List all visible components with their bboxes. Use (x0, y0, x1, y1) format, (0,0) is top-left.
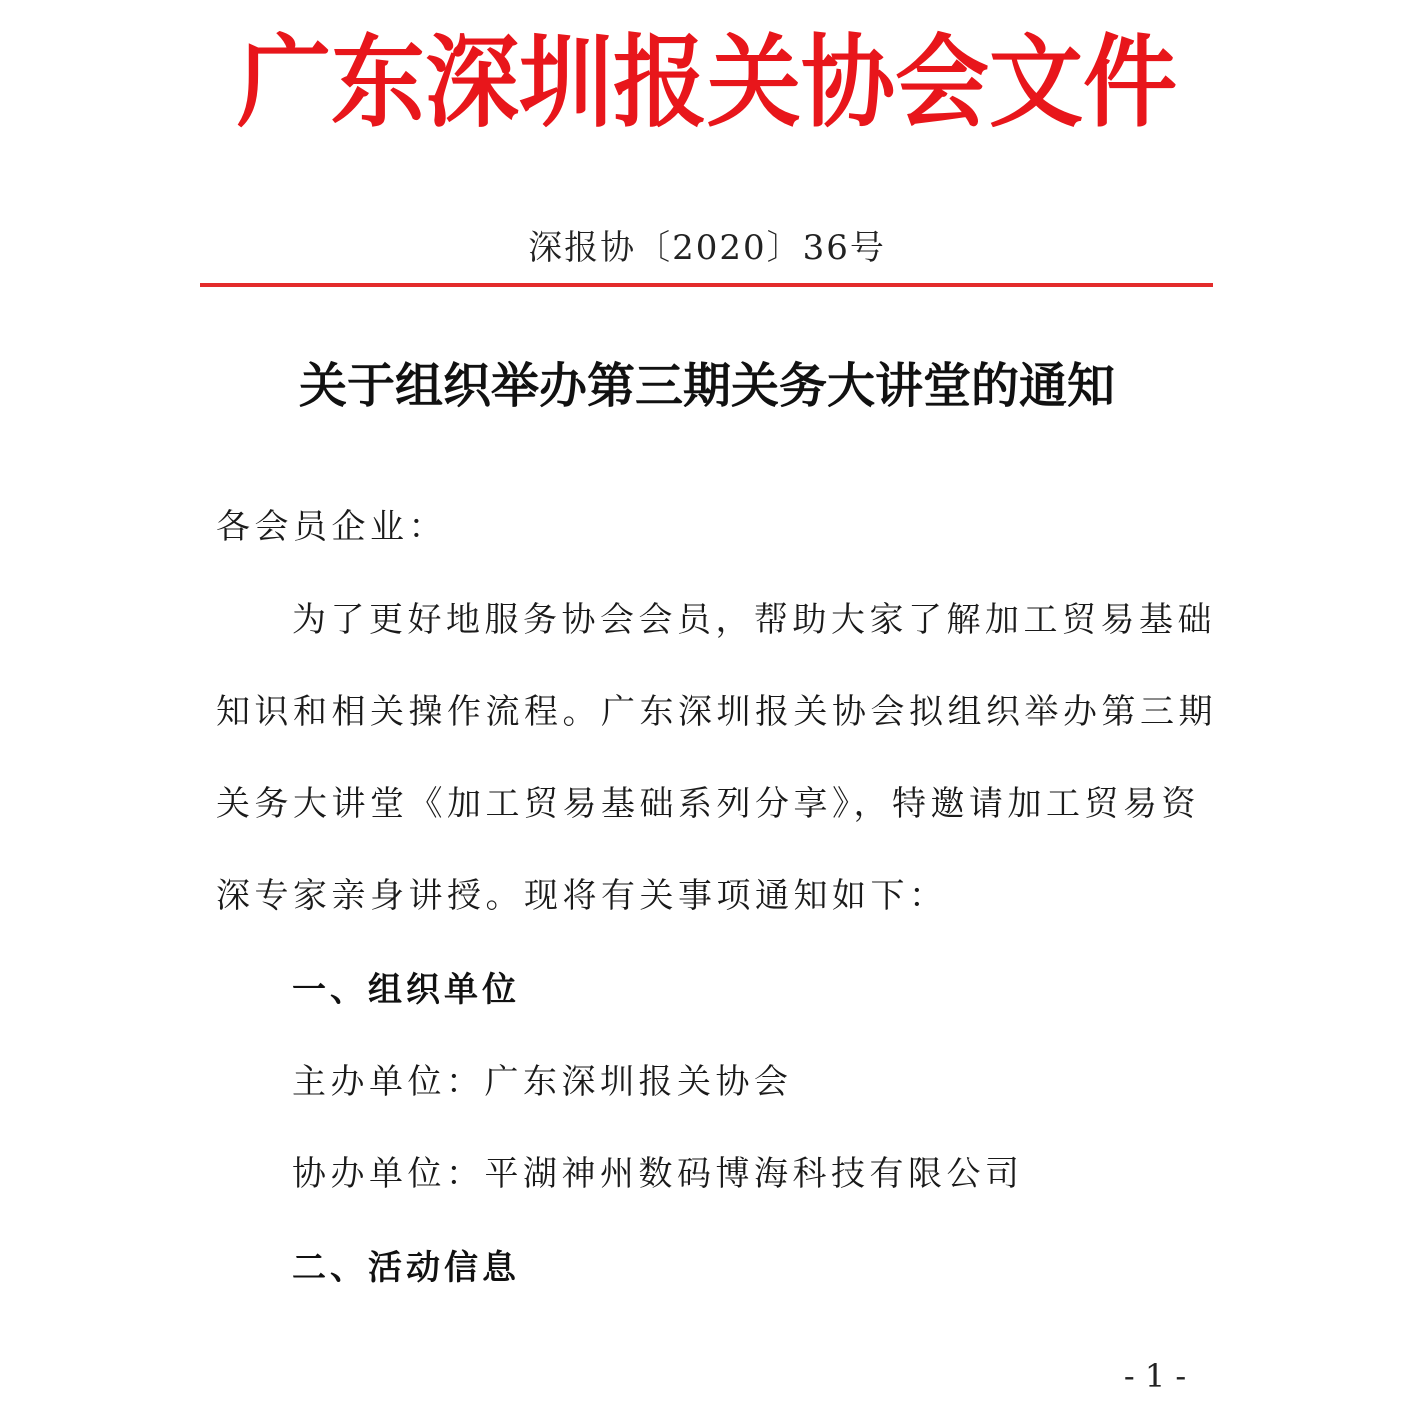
page-number: - 1 - (1123, 1357, 1187, 1395)
section-heading-organizers: 一、组织单位 (292, 970, 520, 1010)
salutation: 各会员企业： (216, 507, 447, 547)
red-divider-line (200, 283, 1213, 287)
section-heading-activity: 二、活动信息 (292, 1248, 520, 1288)
co-organizer-line: 协办单位：平湖神州数码博海科技有限公司 (292, 1154, 1024, 1194)
notice-title: 关于组织举办第三期关务大讲堂的通知 (298, 358, 1115, 414)
body-line: 深专家亲身讲授。现将有关事项通知如下： (216, 876, 948, 916)
body-line: 知识和相关操作流程。广东深圳报关协会拟组织举办第三期 (216, 692, 1217, 732)
masthead-title: 广东深圳报关协会文件 (237, 24, 1177, 141)
body-line: 关务大讲堂《加工贸易基础系列分享》，特邀请加工贸易资 (216, 784, 1200, 824)
organizer-line: 主办单位：广东深圳报关协会 (292, 1062, 793, 1102)
document-number: 深报协〔2020〕36号 (528, 228, 886, 268)
body-line: 为了更好地服务协会会员，帮助大家了解加工贸易基础 (292, 600, 1216, 640)
masthead (0, 24, 1414, 141)
